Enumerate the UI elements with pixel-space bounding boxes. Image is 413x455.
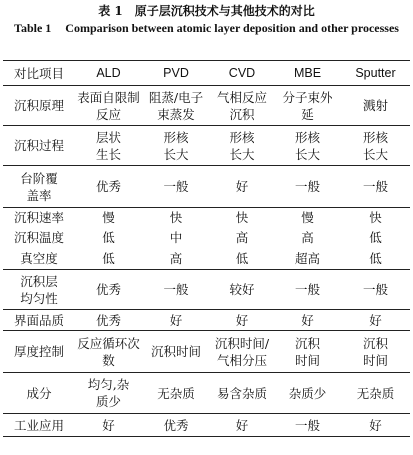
table-cell: 低 (102, 250, 115, 266)
row-label: 工业应用 (3, 414, 75, 437)
row-label: 沉积温度 (13, 230, 64, 245)
header-cell-pvd: PVD (142, 61, 210, 86)
table-number: Table 1 (14, 21, 52, 35)
table-row (3, 310, 410, 331)
table-cell: 均匀,杂质少 (75, 373, 142, 414)
table-cell: 一般 (341, 270, 410, 310)
table-cell: 优秀 (75, 166, 142, 208)
table-cell: 快 (142, 208, 210, 228)
table-cell: 好 (210, 310, 274, 331)
row-label: 真空度 (20, 250, 58, 266)
table-row (3, 373, 410, 414)
table-cell: 好 (210, 414, 274, 437)
table-cell: 一般 (274, 166, 341, 208)
table-cell: 一般 (142, 270, 210, 310)
table-cell: 慢 (274, 208, 341, 228)
table-cell: 形核长大 (341, 126, 410, 166)
table-cell: 高 (235, 230, 249, 245)
table-cell: 好 (341, 414, 410, 437)
table-cell: 低 (102, 230, 115, 245)
table-cell: 一般 (142, 166, 210, 208)
table-cell: 无杂质 (142, 373, 210, 414)
table-row (3, 248, 410, 270)
table-cell: 低 (235, 250, 249, 266)
header-cell-ald: ALD (75, 61, 142, 86)
table-row (3, 331, 410, 373)
table-cell: 好 (341, 310, 410, 331)
table-header-row (3, 61, 410, 86)
table-cell: 杂质少 (274, 373, 341, 414)
table-cell: 中 (169, 230, 183, 245)
row-label: 沉积过程 (3, 126, 75, 166)
table-cell: 沉积时间 (274, 331, 341, 373)
row-label: 厚度控制 (3, 331, 75, 373)
table-title-en: Comparison between atomic layer deposition and other processes (65, 21, 399, 35)
table-cell: 优秀 (142, 414, 210, 437)
table-cell: 分子束外延 (274, 86, 341, 126)
comparison-table (3, 60, 410, 437)
table-cell: 快 (341, 208, 410, 228)
header-cell-item: 对比项目 (3, 61, 75, 86)
table-cell: 一般 (274, 414, 341, 437)
table-cell: 一般 (274, 270, 341, 310)
table-row (3, 228, 410, 248)
table-cell: 溅射 (341, 86, 410, 126)
table-cell: 好 (210, 166, 274, 208)
table-cell: 层状生长 (75, 126, 142, 166)
table-cell: 低 (369, 250, 382, 266)
table-row (3, 414, 410, 437)
table-cell: 优秀 (75, 270, 142, 310)
table-cell: 形核长大 (274, 126, 341, 166)
table-cell: 阻蒸/电子束蒸发 (142, 86, 210, 126)
table-cell: 反应循环次数 (75, 331, 142, 373)
table-cell: 形核长大 (210, 126, 274, 166)
table-caption-en (0, 21, 413, 36)
row-label: 台阶覆盖率 (3, 166, 75, 208)
header-cell-mbe: MBE (274, 61, 341, 86)
table-cell: 较好 (210, 270, 274, 310)
table-cell: 表面自限制反应 (75, 86, 142, 126)
table-row (3, 86, 410, 126)
table-cell: 气相反应沉积 (210, 86, 274, 126)
table-cell: 高 (169, 250, 183, 266)
table-cell: 优秀 (75, 310, 142, 331)
table-row (3, 126, 410, 166)
table-cell: 好 (274, 310, 341, 331)
row-label: 界面品质 (3, 310, 75, 331)
table-cell: 一般 (341, 166, 410, 208)
table-row (3, 166, 410, 208)
table-cell: 沉积时间/气相分压 (210, 331, 274, 373)
row-label: 成分 (3, 373, 75, 414)
table-cell: 超高 (294, 250, 320, 266)
table-cell: 沉积时间 (142, 331, 210, 373)
table-cell: 快 (210, 208, 274, 228)
table-cell: 好 (75, 414, 142, 437)
table-cell: 低 (369, 230, 382, 245)
header-cell-cvd: CVD (210, 61, 274, 86)
table-row (3, 208, 410, 228)
table-cell: 形核长大 (142, 126, 210, 166)
row-label: 沉积速率 (3, 208, 75, 228)
table-caption-cn: 表 1 原子层沉积技术与其他技术的对比 (98, 4, 315, 18)
table-row (3, 270, 410, 310)
table-cell: 好 (142, 310, 210, 331)
header-cell-sputter: Sputter (341, 61, 410, 86)
table-cell: 易含杂质 (210, 373, 274, 414)
table-cell: 慢 (75, 208, 142, 228)
table-cell: 无杂质 (341, 373, 410, 414)
row-label: 沉积层均匀性 (3, 270, 75, 310)
table-cell: 沉积时间 (341, 331, 410, 373)
row-label: 沉积原理 (3, 86, 75, 126)
table-cell: 高 (301, 230, 314, 245)
